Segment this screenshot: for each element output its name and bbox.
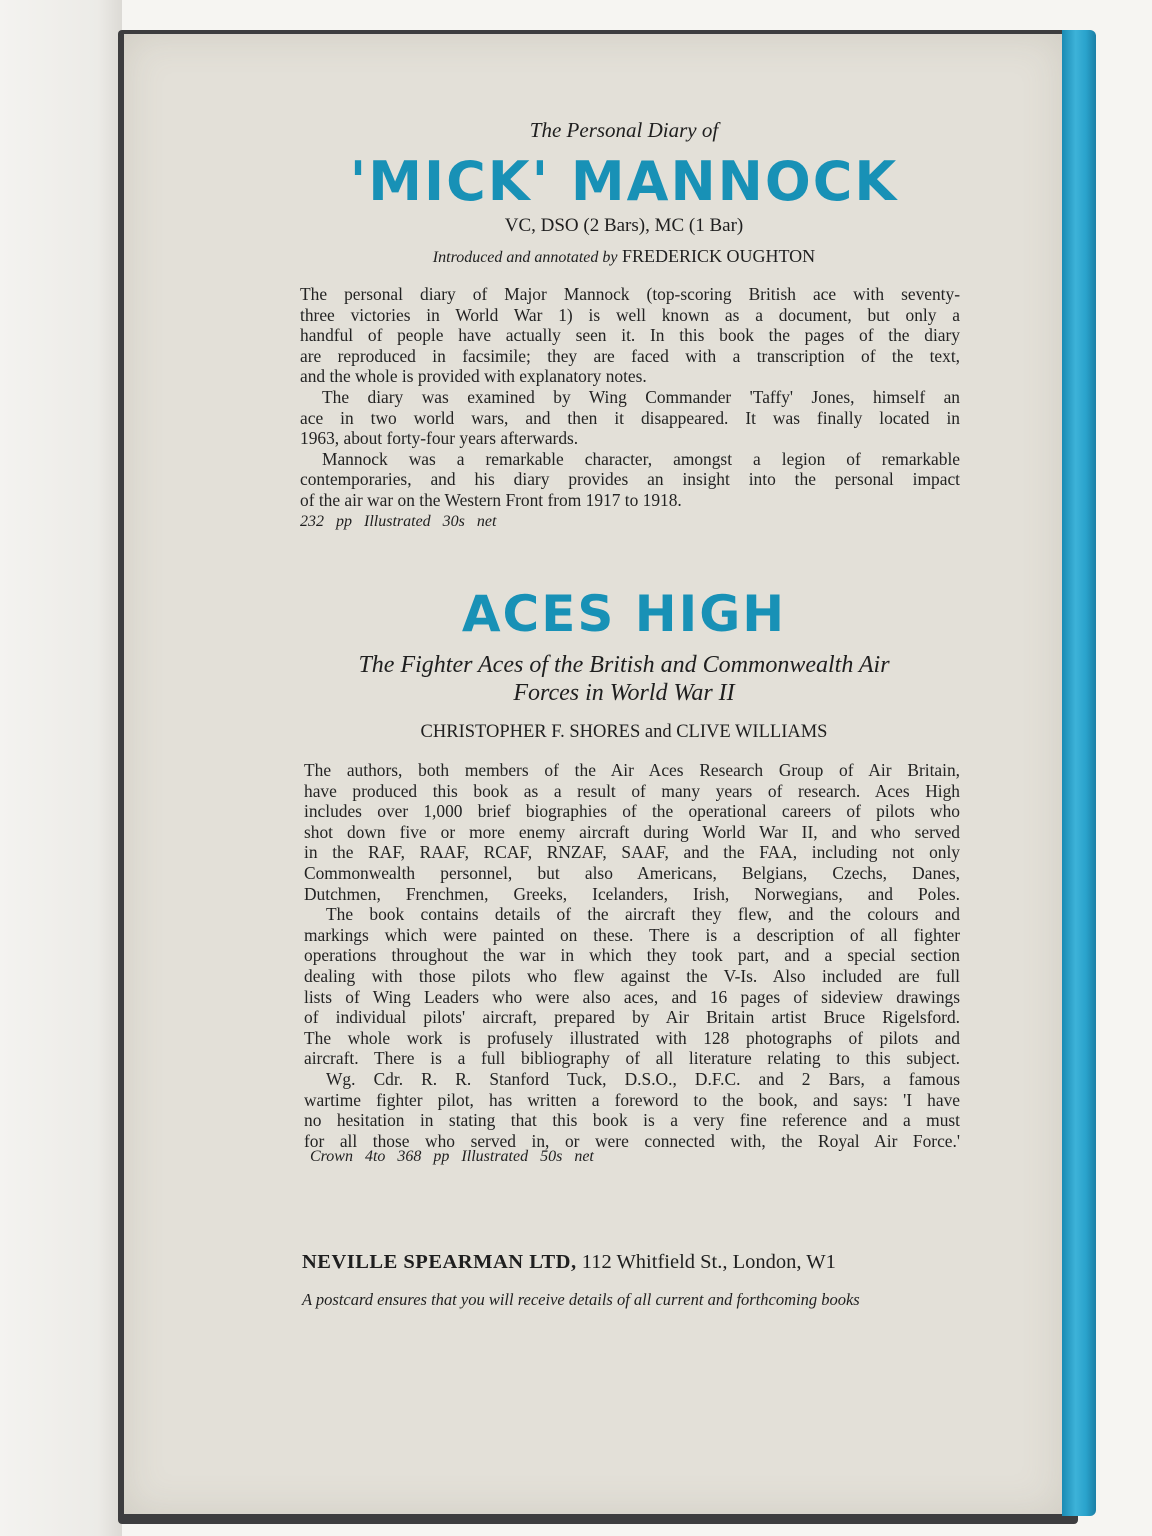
paragraph-line: 1963, about forty-four years afterwards.	[300, 428, 579, 449]
paragraph-line: includes over 1,000 brief biographies of the operational careers of pilots who	[304, 801, 960, 822]
aces-subtitle-line1: The Fighter Aces of the British and Commonwealth Air	[358, 652, 890, 678]
mannock-intro: The Personal Diary of	[529, 118, 719, 142]
mannock-book-details: 232 pp Illustrated 30s net	[300, 513, 497, 530]
paragraph-line: and the whole is provided with explanatory notes.	[300, 366, 647, 387]
paragraph-line: The personal diary of Major Mannock (top-scoring British ace with seventy-	[300, 284, 960, 304]
paragraph-line: no hesitation in stating that this book is a very fine reference and a must	[304, 1110, 960, 1131]
background-left	[0, 0, 122, 1536]
aces-subtitle-line2: Forces in World War II	[513, 680, 735, 706]
paragraph-line: The authors, both members of the Air Aces Research Group of Air Britain,	[304, 760, 960, 780]
paragraph-line: aircraft. There is a full bibliography of all literature relating to this subject.	[304, 1048, 960, 1069]
annotated-name: FREDERICK OUGHTON	[622, 246, 816, 266]
paragraph-line: wartime fighter pilot, has written a foreword to the book, and says: 'I have	[304, 1089, 960, 1110]
paragraph-line: markings which were painted on these. There is a description of all fighter	[304, 924, 960, 945]
aces-title: ACES HIGH	[461, 585, 787, 643]
aces-book-details: Crown 4to 368 pp Illustrated 50s net	[310, 1148, 594, 1165]
paragraph-line: handful of people have actually seen it. In this book the pages of the diary	[300, 325, 960, 346]
paragraph-line: of individual pilots' aircraft, prepared by Air Britain artist Bruce Rigelsford.	[304, 1007, 960, 1028]
paragraph-line: for all those who served in, or were connected with, the Royal Air Force.'	[304, 1130, 960, 1151]
paragraph-line: contemporaries, and his diary provides an insight into the personal impact	[300, 469, 960, 490]
paragraph-line: dealing with those pilots who flew against the V-Is. Also included are full	[304, 965, 960, 986]
paragraph-line: Wg. Cdr. R. R. Stanford Tuck, D.S.O., D.F.C. and 2 Bars, a famous	[326, 1068, 960, 1089]
paragraph-line: are reproduced in facsimile; they are faced with a transcription of the text,	[300, 345, 960, 366]
paragraph-line: Commonwealth personnel, but also Americans, Belgians, Czechs, Danes,	[304, 862, 960, 883]
publisher-line	[302, 1251, 836, 1274]
paragraph-line: three victories in World War 1) is well known as a document, but only a	[300, 304, 960, 325]
paragraph-line: Mannock was a remarkable character, amongst a legion of remarkable	[322, 448, 960, 469]
paragraph-line: have produced this book as a result of many years of research. Aces High	[304, 780, 960, 801]
mannock-credit	[124, 246, 1124, 267]
publisher-name: NEVILLE SPEARMAN LTD,	[302, 1251, 577, 1273]
paragraph-line: lists of Wing Leaders who were also aces, and 16 pages of sideview drawings	[304, 986, 960, 1007]
paragraph-line: of the air war on the Western Front from 1917 to 1918.	[300, 489, 682, 510]
publisher-note: A postcard ensures that you will receive details of all current and forthcoming books	[302, 1290, 860, 1309]
paragraph-line: The whole work is profusely illustrated with 128 photographs of pilots and	[304, 1027, 960, 1048]
mannock-honours: VC, DSO (2 Bars), MC (1 Bar)	[504, 215, 744, 236]
paragraph-line: The diary was examined by Wing Commander 'Taffy' Jones, himself an	[322, 386, 960, 407]
paragraph-line: Dutchmen, Frenchmen, Greeks, Icelanders, Irish, Norwegians, and Poles.	[304, 883, 960, 904]
aces-authors: CHRISTOPHER F. SHORES and CLIVE WILLIAMS	[420, 722, 828, 742]
paragraph-line: ace in two world wars, and then it disappeared. It was finally located in	[300, 407, 960, 428]
annotated-prefix: Introduced and annotated by	[432, 249, 618, 266]
publisher-address: 112 Whitfield St., London, W1	[581, 1251, 836, 1273]
mannock-title: 'MICK' MANNOCK	[349, 150, 899, 213]
aces-description	[304, 760, 960, 1151]
paragraph-line: operations throughout the war in which they took part, and a special section	[304, 945, 960, 966]
paragraph-line: The book contains details of the aircraft they flew, and the colours and	[326, 904, 960, 925]
paragraph-line: in the RAF, RAAF, RCAF, RNZAF, SAAF, and the FAA, including not only	[304, 842, 960, 863]
mannock-description	[300, 284, 960, 511]
paragraph-line: shot down five or more enemy aircraft during World War II, and who served	[304, 821, 960, 842]
